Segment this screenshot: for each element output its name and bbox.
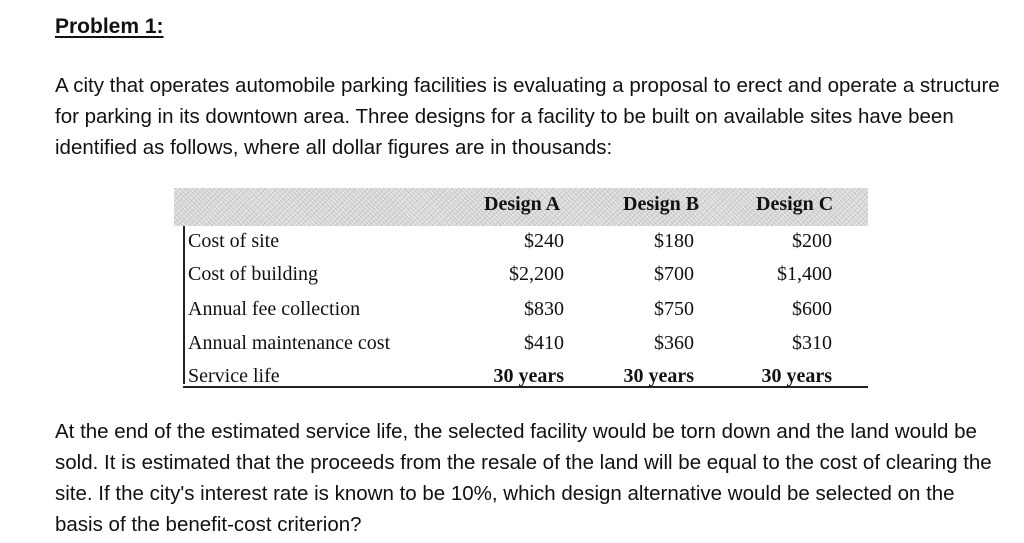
cell-design-c: 30 years xyxy=(761,365,832,387)
cell-design-c: $200 xyxy=(792,230,832,252)
table-row-annual-maintenance-cost xyxy=(174,328,868,360)
table-header-row xyxy=(174,188,868,226)
table-row-cost-of-building xyxy=(174,259,868,291)
column-header-design-b: Design B xyxy=(623,193,700,215)
table-row-service-life xyxy=(174,361,868,393)
row-label: Cost of building xyxy=(188,263,319,285)
problem-heading: Problem 1: xyxy=(55,15,164,38)
column-header-design-c: Design C xyxy=(756,193,834,215)
cell-design-c: $600 xyxy=(792,298,832,320)
row-label: Annual fee collection xyxy=(188,298,361,320)
cell-design-a: $2,200 xyxy=(509,263,564,285)
cell-design-a: $240 xyxy=(524,230,564,252)
cell-design-a: $830 xyxy=(524,298,564,320)
intro-paragraph: A city that operates automobile parking facilities is evaluating a proposal to erect and operate a structure for parking in its downtown area. Three designs for a facility to be built on available sites have been identified as follows, where all dollar figures are in thousands: xyxy=(55,74,1000,159)
table-row-annual-fee-collection xyxy=(174,294,868,326)
cell-design-b: $700 xyxy=(654,263,694,285)
column-header-design-a: Design A xyxy=(484,193,561,215)
cell-design-b: $360 xyxy=(654,332,694,354)
table-row-cost-of-site xyxy=(174,226,868,258)
cell-design-b: $750 xyxy=(654,298,694,320)
design-table xyxy=(174,188,868,392)
cell-design-a: 30 years xyxy=(493,365,564,387)
cell-design-b: 30 years xyxy=(623,365,694,387)
cell-design-a: $410 xyxy=(524,332,564,354)
cell-design-c: $310 xyxy=(792,332,832,354)
cell-design-b: $180 xyxy=(654,230,694,252)
row-label: Cost of site xyxy=(188,230,280,252)
row-label: Annual maintenance cost xyxy=(188,332,391,354)
outro-paragraph: At the end of the estimated service life, the selected facility would be torn down and the land would be sold. It is estimated that the proceeds from the resale of the land will be equal to the cost of clearing the site. If the city's interest rate is known to be 10%, which design alternative would be selected on the basis of the benefit-cost criterion? xyxy=(55,420,992,536)
cell-design-c: $1,400 xyxy=(777,263,832,285)
row-label: Service life xyxy=(188,365,280,387)
